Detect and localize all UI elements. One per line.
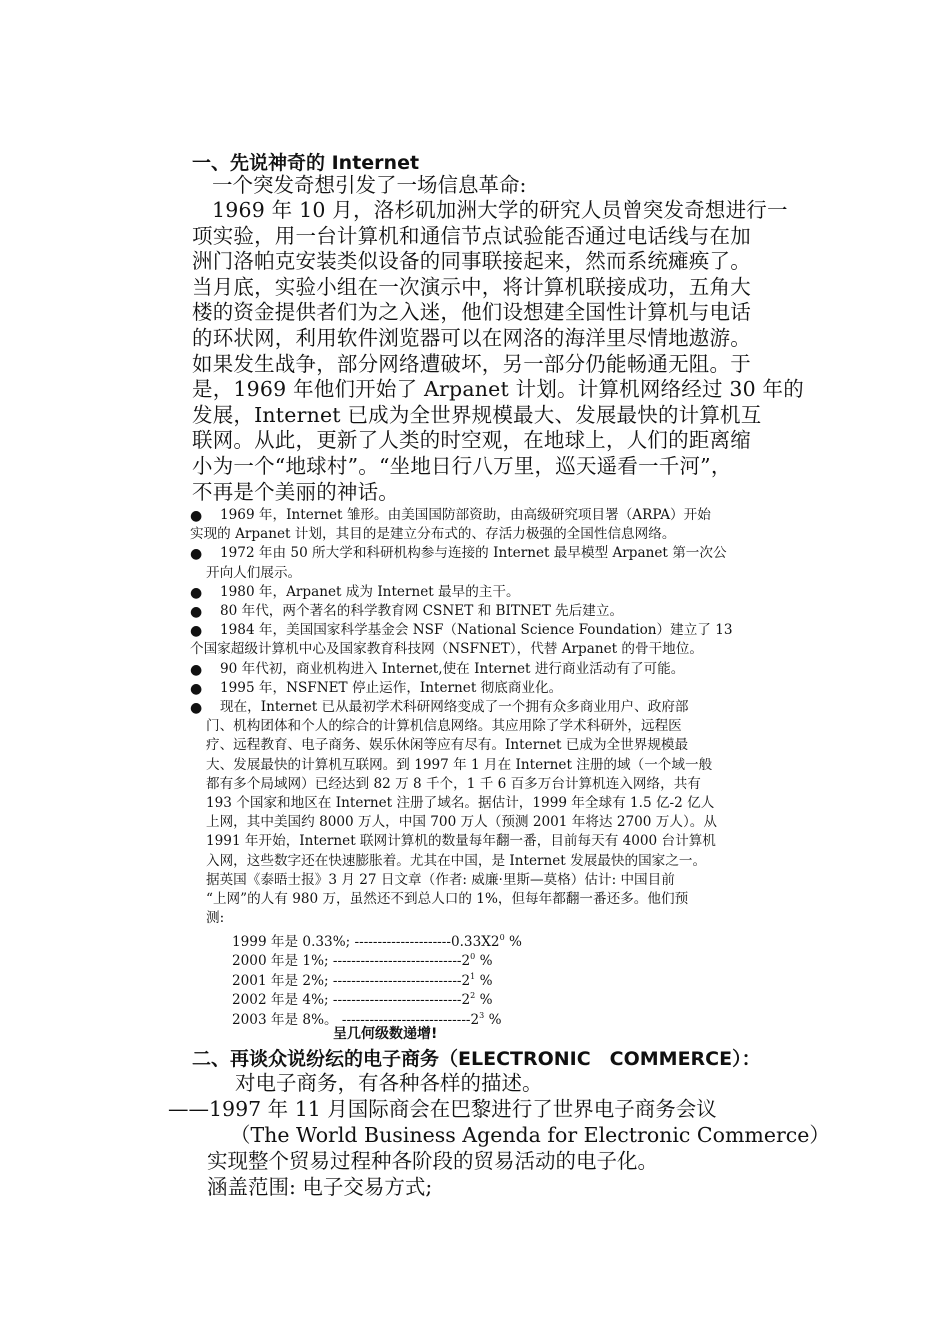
formula-unit: % — [475, 953, 493, 970]
formula-text: 2003 年是 8%。 ----------------------------2 — [232, 1011, 480, 1028]
formula-unit: % — [504, 934, 522, 950]
formula-exponent: 1 — [470, 971, 476, 981]
section1-intro: 一个突发奇想引发了一场信息革命: — [212, 173, 527, 197]
bullet-item — [190, 660, 815, 679]
paragraph-line: 当月底，实验小组在一次演示中，将计算机联接成功，五角大 — [192, 274, 751, 299]
bullet-item — [190, 602, 815, 621]
bullet-list — [190, 506, 815, 928]
bullet-item — [190, 698, 815, 928]
bullet-line: 个国家超级计算机中心及国家教育科技网（NSFNET），代替 Arpanet 的骨干地位。 — [190, 641, 703, 658]
paragraph-line: 的环状网，利用软件浏览器可以在网洛的海洋里尽情地遨游。 — [192, 325, 751, 350]
paragraph-line: 项实验，用一台计算机和通信节点试验能否通过电话线与在加 — [192, 223, 751, 248]
formula-exponent: 2 — [470, 991, 476, 1001]
paragraph-line: 洲门洛帕克安装类似设备的同事联接起来，然而系统瘫痪了。 — [192, 249, 751, 274]
bullet-line: 90 年代初，商业机构进入 Internet,使在 Internet 进行商业活动有了可能。 — [220, 660, 685, 677]
bullet-line: 1969 年，Internet 雏形。由美国国防部资助，由高级研究项目署（ARPA）开始 — [220, 507, 711, 523]
section2-heading: 二、再谈众说纷纭的电子商务（ELECTRONIC COMMERCE）： — [192, 1048, 761, 1070]
growth-note: 呈几何级数递增! — [333, 1026, 438, 1042]
bullet-line: 193 个国家和地区在 Internet 注册了域名。据估计，1999 年全球有 1.5 亿-2 亿人 — [206, 795, 715, 812]
bullet-line: 上网，其中美国约 8000 万人，中国 700 万人（预测 2001 年将达 2700 万人）。从 — [206, 814, 717, 831]
bullet-line: 入网，这些数字还在快速膨胀着。尤其在中国，是 Internet 发展最快的国家之一。 — [206, 852, 707, 869]
bullet-line: 1980 年，Arpanet 成为 Internet 最早的主干。 — [220, 583, 520, 600]
paragraph-line: 联网。从此，更新了人类的时空观，在地球上，人们的距离缩 — [192, 428, 751, 453]
formula-text: 2000 年是 1%; ----------------------------2 — [232, 953, 471, 970]
bullet-dot-icon: ● — [190, 604, 203, 621]
paragraph-line: 不再是个美丽的神话。 — [192, 479, 399, 504]
section2-line4: 实现整个贸易过程种各阶段的贸易活动的电子化。 — [207, 1149, 658, 1173]
bullet-line: 实现的 Arpanet 计划，其目的是建立分布式的、存活力极强的全国性信息网络。 — [190, 526, 676, 543]
section1-paragraph — [192, 198, 812, 505]
bullet-dot-icon: ● — [190, 661, 203, 678]
paragraph-line: 如果发生战争，部分网络遭破坏，另一部分仍能畅通无阻。于 — [192, 351, 751, 376]
formula-exponent: 0 — [499, 933, 505, 942]
bullet-dot-icon: ● — [190, 680, 203, 697]
formula-unit: % — [475, 972, 493, 989]
bullet-line: 门、机构团体和个人的综合的计算机信息网络。其应用除了学术科研外，远程医 — [206, 718, 682, 735]
paragraph-line: 楼的资金提供者们为之入迷，他们设想建全国性计算机与电话 — [192, 300, 751, 325]
bullet-dot-icon: ● — [190, 508, 203, 524]
bullet-line: 疗、远程教育、电子商务、娱乐休闲等应有尽有。Internet 已成为全世界规模最 — [206, 737, 689, 754]
bullet-line: 1995 年，NSFNET 停止运作，Internet 彻底商业化。 — [220, 679, 563, 696]
bullet-dot-icon: ● — [190, 700, 203, 717]
formula-text: 1999 年是 0.33%; ---------------------0.33X2 — [232, 934, 500, 950]
formula-exponent: 3 — [479, 1010, 485, 1020]
formula-unit: % — [475, 992, 493, 1009]
paragraph-line: 1969 年 10 月，洛杉矶加洲大学的研究人员曾突发奇想进行一 — [212, 198, 788, 222]
formula-text: 2002 年是 4%; ----------------------------2 — [232, 992, 471, 1009]
paragraph-line: 小为一个“地球村”。“坐地日行八万里，巡天遥看一千河”， — [192, 453, 732, 478]
section1-heading: 一、先说神奇的 Internet — [192, 152, 420, 174]
bullet-dot-icon: ● — [190, 623, 203, 640]
bullet-line: 1984 年，美国国家科学基金会 NSF（National Science Foundation）建立了 13 — [220, 622, 733, 639]
bullet-line: 都有多个局域网）已经达到 82 万 8 千个，1 千 6 百多万台计算机连入网络，共有 — [206, 775, 701, 792]
formula-text: 2001 年是 2%; ----------------------------2 — [232, 972, 471, 989]
bullet-item — [190, 679, 815, 698]
bullet-item — [190, 621, 815, 659]
bullet-item — [190, 583, 815, 602]
bullet-line: “上网”的人有 980 万，虽然还不到总人口的 1%，但每年都翻一番还多。他们预 — [206, 891, 689, 908]
bullet-dot-icon: ● — [190, 546, 203, 563]
section2-line5: 涵盖范围: 电子交易方式; — [207, 1175, 433, 1199]
bullet-line: 80 年代，两个著名的科学教育网 CSNET 和 BITNET 先后建立。 — [220, 603, 624, 620]
formula-unit: % — [484, 1011, 502, 1028]
bullet-line: 现在，Internet 已从最初学术科研网络变成了一个拥有众多商业用户、政府部 — [220, 699, 689, 716]
formula-exponent: 0 — [470, 952, 476, 962]
bullet-line: 测: — [206, 910, 225, 927]
bullet-line: 开向人们展示。 — [206, 564, 302, 581]
bullet-line: 1991 年开始，Internet 联网计算机的数量每年翻一番，目前每天有 4000 台计算机 — [206, 833, 716, 850]
bullet-line: 1972 年由 50 所大学和科研机构参与连接的 Internet 最早模型 Arpanet 第一次公 — [220, 545, 727, 562]
bullet-line: 据英国《泰晤士报》3 月 27 日文章（作者: 威廉·里斯—莫格）估计: 中国目前 — [206, 871, 675, 888]
bullet-item — [190, 544, 815, 582]
paragraph-line: 发展，Internet 已成为全世界规模最大、发展最快的计算机互 — [192, 402, 762, 427]
section2-line2: ——1997 年 11 月国际商会在巴黎进行了世界电子商务会议 — [168, 1097, 717, 1121]
bullet-dot-icon: ● — [190, 584, 203, 601]
bullet-item — [190, 506, 815, 544]
paragraph-line: 是，1969 年他们开始了 Arpanet 计划。计算机网络经过 30 年的 — [192, 377, 804, 402]
section2-line3: （The World Business Agenda for Electronic Commerce） — [230, 1123, 830, 1147]
section2-line1: 对电子商务，有各种各样的描述。 — [235, 1071, 543, 1095]
bullet-line: 大、发展最快的计算机互联网。到 1997 年 1 月在 Internet 注册的域（一个域一般 — [206, 756, 713, 773]
